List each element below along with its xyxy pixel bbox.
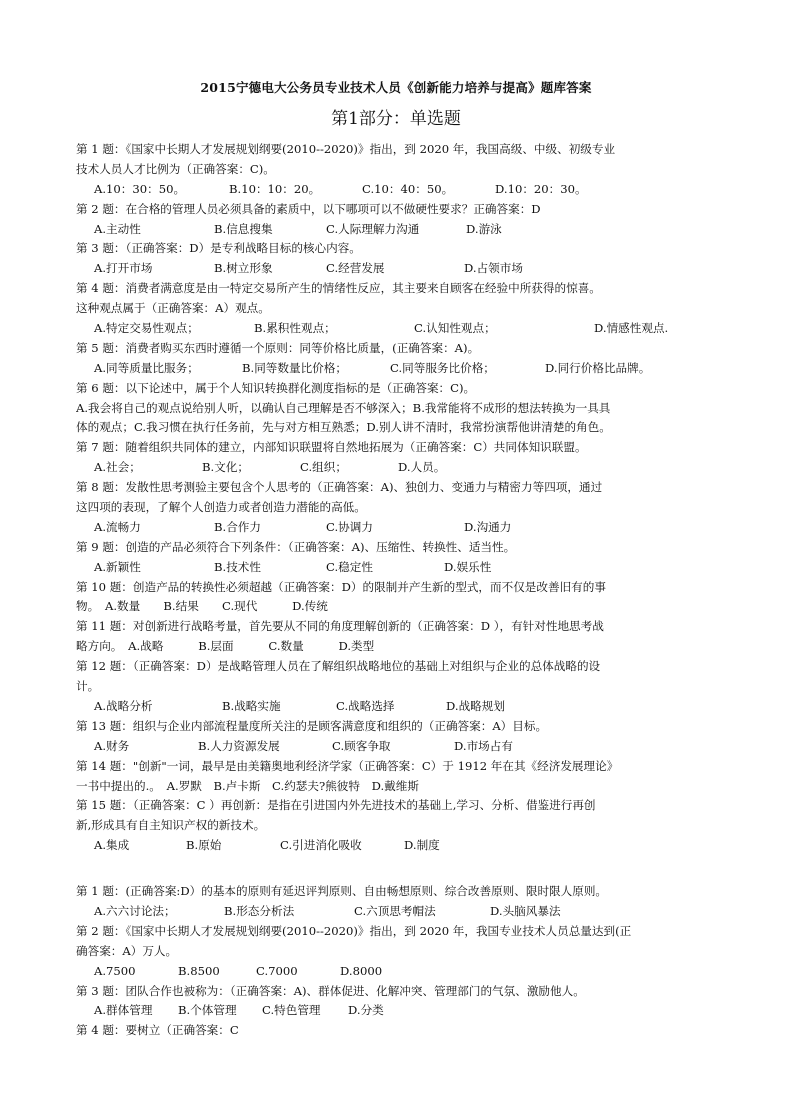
answer-option: B.人力资源发展 (198, 738, 280, 753)
question-text: 第 4 题：要树立（正确答案：C (76, 1023, 239, 1038)
answer-option: A.7500 (94, 963, 136, 978)
question-text: 第 11 题：对创新进行战略考量，首先要从不同的角度理解创新的（正确答案：D ），有针对性地思考战 (76, 619, 604, 634)
answer-option: B.个体管理 (178, 1003, 237, 1018)
answer-option: A.打开市场 (94, 261, 153, 276)
answer-option: B.同等数量比价格； (242, 360, 347, 375)
answer-options (76, 697, 726, 717)
answer-option: A.群体管理 (94, 1003, 153, 1018)
answer-option: C.同等服务比价格； (390, 360, 495, 375)
question-item (76, 538, 726, 578)
answer-option: B.树立形象 (214, 261, 273, 276)
answer-option: A.六六讨论法； (94, 903, 176, 918)
question-item (76, 140, 726, 200)
answer-options (76, 1001, 726, 1021)
answer-options (76, 458, 726, 478)
document-title: 2015宁德电大公务员专业技术人员《创新能力培养与提高》题库答案 (200, 80, 592, 95)
answer-option: B.8500 (178, 963, 220, 978)
answer-option: A.社会； (94, 460, 141, 475)
answer-option: C.7000 (256, 963, 298, 978)
question-text: 第 15 题：（正确答案：C ）再创新：是指在引进国内外先进技术的基础上,学习、分析、借鉴进行再创 (76, 798, 596, 813)
question-text: 略方向。 A.战略 B.层面 C.数量 D.类型 (76, 639, 375, 654)
question-item (76, 717, 726, 757)
answer-options (76, 836, 726, 856)
answer-options (76, 319, 726, 339)
question-text: 体的观点；C.我习惯在执行任务前，先与对方相互熟悉；D.别人讲不清时，我常扮演帮他讲清楚的角色。 (76, 420, 611, 435)
answer-option: D.制度 (404, 838, 440, 853)
answer-option: B.累积性观点； (254, 321, 336, 336)
question-item (76, 796, 726, 856)
question-text: 第 1 题：《国家中长期人才发展规划纲要(2010--2020)》指出，到 2020 年，我国高级、中级、初级专业 (76, 142, 616, 156)
question-text: 第 13 题：组织与企业内部流程量度所关注的是顾客满意度和组织的（正确答案：A）目标。 (76, 718, 548, 733)
answer-option: C.顾客争取 (332, 738, 391, 753)
answer-option: A.同等质量比服务； (94, 360, 199, 375)
answer-options (76, 518, 726, 538)
question-text: 一书中提出的.。 A.罗默 B.卢卡斯 C.约瑟夫?熊彼特 D.戴维斯 (76, 778, 419, 793)
question-text: 第 6 题：以下论述中，属于个人知识转换群化测度指标的是（正确答案：C)。 (76, 380, 476, 395)
question-text: 第 7 题：随着组织共同体的建立，内部知识联盟将自然地拓展为（正确答案：C）共同体知识联盟。 (76, 440, 587, 455)
question-text: A.我会将自己的观点说给别人听，以确认自己理解是否不够深入；B.我常能将不成形的想法转换为一具具 (76, 400, 611, 415)
section-title: 第1部分：单选题 (331, 109, 461, 129)
answer-option: D.沟通力 (464, 519, 512, 534)
answer-options (76, 180, 726, 200)
question-item (76, 1021, 726, 1041)
answer-option: C.人际理解力沟通 (326, 221, 420, 236)
question-text: 第 12 题：（正确答案：D）是战略管理人员在了解组织战略地位的基础上对组织与企业的总体战略的设 (76, 659, 601, 674)
question-item (76, 239, 726, 279)
question-text: 第 5 题：消费者购买东西时遵循一个原则：同等价格比质量，(正确答案：A)。 (76, 340, 480, 355)
answer-option: D.分类 (348, 1003, 384, 1018)
question-item (76, 478, 726, 538)
question-text: 第 8 题：发散性思考测验主要包含个人思考的（正确答案：A)、独创力、变通力与精密力等四项，通过 (76, 480, 603, 495)
answer-option: D.10：20：30。 (495, 181, 587, 196)
answer-option: D.占领市场 (464, 261, 523, 276)
answer-option: D.游泳 (466, 221, 502, 236)
question-item (76, 379, 726, 439)
question-item (76, 982, 726, 1022)
question-text: 确答案：A）万人。 (76, 943, 178, 958)
question-text: 这四项的表现，了解个人创造力或者创造力潜能的高低。 (76, 500, 366, 515)
section-spacer (76, 856, 726, 882)
answer-option: C.认知性观点； (414, 321, 496, 336)
question-text: 第 2 题：在合格的管理人员必须具备的素质中，以下哪项可以不做硬性要求？正确答案：D (76, 201, 541, 216)
question-item (76, 200, 726, 240)
question-text: 第 3 题：（正确答案：D）是专利战略目标的核心内容。 (76, 241, 361, 256)
answer-option: B.战略实施 (222, 698, 281, 713)
answer-options (76, 558, 726, 578)
answer-option: B.技术性 (214, 559, 261, 574)
answer-option: C.组织； (300, 460, 347, 475)
answer-option: D.情感性观点. (594, 321, 669, 336)
answer-option: D.8000 (340, 963, 383, 978)
answer-option: A.流畅力 (94, 519, 141, 534)
question-item (76, 757, 726, 797)
answer-option: C.特色管理 (262, 1003, 321, 1018)
question-item (76, 922, 726, 982)
answer-option: B.原始 (186, 838, 222, 853)
question-text: 计。 (76, 679, 100, 694)
question-item (76, 617, 726, 657)
question-item (76, 339, 726, 379)
question-text: 第 9 题：创造的产品必须符合下列条件：（正确答案：A)、压缩性、转换性、适当性。 (76, 539, 516, 554)
answer-option: B.信息搜集 (214, 221, 273, 236)
answer-options (76, 902, 726, 922)
question-item (76, 657, 726, 717)
answer-option: C.稳定性 (326, 559, 373, 574)
answer-option: D.娱乐性 (444, 559, 492, 574)
answer-option: A.10：30：50。 (94, 181, 186, 196)
question-text: 第 14 题："创新"一词，最早是由美籍奥地利经济学家（正确答案：C）于 1912 年在其《经济发展理论》 (76, 758, 619, 773)
question-text: 物。 A.数量 B.结果 C.现代 D.传统 (76, 599, 328, 614)
question-item (76, 438, 726, 478)
answer-option: B.形态分析法 (224, 903, 295, 918)
answer-option: A.新颖性 (94, 559, 141, 574)
answer-option: B.文化； (202, 460, 249, 475)
answer-options (76, 220, 726, 240)
answer-option: C.引进消化吸收 (280, 838, 362, 853)
answer-option: C.协调力 (326, 519, 373, 534)
answer-option: D.战略规划 (446, 698, 505, 713)
answer-option: D.人员。 (398, 460, 446, 475)
answer-option: D.同行价格比品牌。 (545, 360, 651, 375)
answer-option: C.战略选择 (336, 698, 395, 713)
answer-option: C.经营发展 (326, 261, 385, 276)
question-text: 第 2 题：《国家中长期人才发展规划纲要(2010--2020)》指出，到 2020 年，我国专业技术人员总量达到(正 (76, 923, 632, 938)
answer-options (76, 737, 726, 757)
question-item (76, 882, 726, 922)
answer-options (76, 359, 726, 379)
answer-option: D.头脑风暴法 (490, 903, 561, 918)
question-text: 第 1 题：(正确答案:D）的基本的原则有延迟评判原则、自由畅想原则、综合改善原则、限时限人原则。 (76, 884, 608, 899)
question-list (76, 140, 726, 1041)
question-text: 新,形成具有自主知识产权的新技术。 (76, 818, 266, 833)
question-item (76, 279, 726, 339)
question-text: 技术人员人才比例为（正确答案：C)。 (76, 161, 275, 176)
answer-option: A.主动性 (94, 221, 141, 236)
answer-option: A.财务 (94, 738, 130, 753)
answer-option: D.市场占有 (454, 738, 513, 753)
answer-option: A.集成 (94, 838, 130, 853)
answer-option: A.特定交易性观点； (94, 321, 199, 336)
question-item (76, 578, 726, 618)
answer-options (76, 259, 726, 279)
answer-option: A.战略分析 (94, 698, 153, 713)
question-text: 第 10 题：创造产品的转换性必须超越（正确答案：D）的限制并产生新的型式，而不仅是改善旧有的事 (76, 579, 606, 594)
question-text: 这种观点属于（正确答案：A）观点。 (76, 301, 270, 316)
answer-option: B.10：10：20。 (229, 181, 321, 196)
answer-option: C.10：40：50。 (362, 181, 454, 196)
answer-option: B.合作力 (214, 519, 261, 534)
answer-option: C.六顶思考帽法 (354, 903, 436, 918)
answer-options (76, 962, 726, 982)
question-text: 第 4 题：消费者满意度是由一特定交易所产生的情绪性反应，其主要来自顾客在经验中所获得的惊喜。 (76, 281, 601, 296)
question-text: 第 3 题：团队合作也被称为：（正确答案：A)、群体促进、化解冲突、管理部门的气氛、激励他人。 (76, 983, 585, 998)
